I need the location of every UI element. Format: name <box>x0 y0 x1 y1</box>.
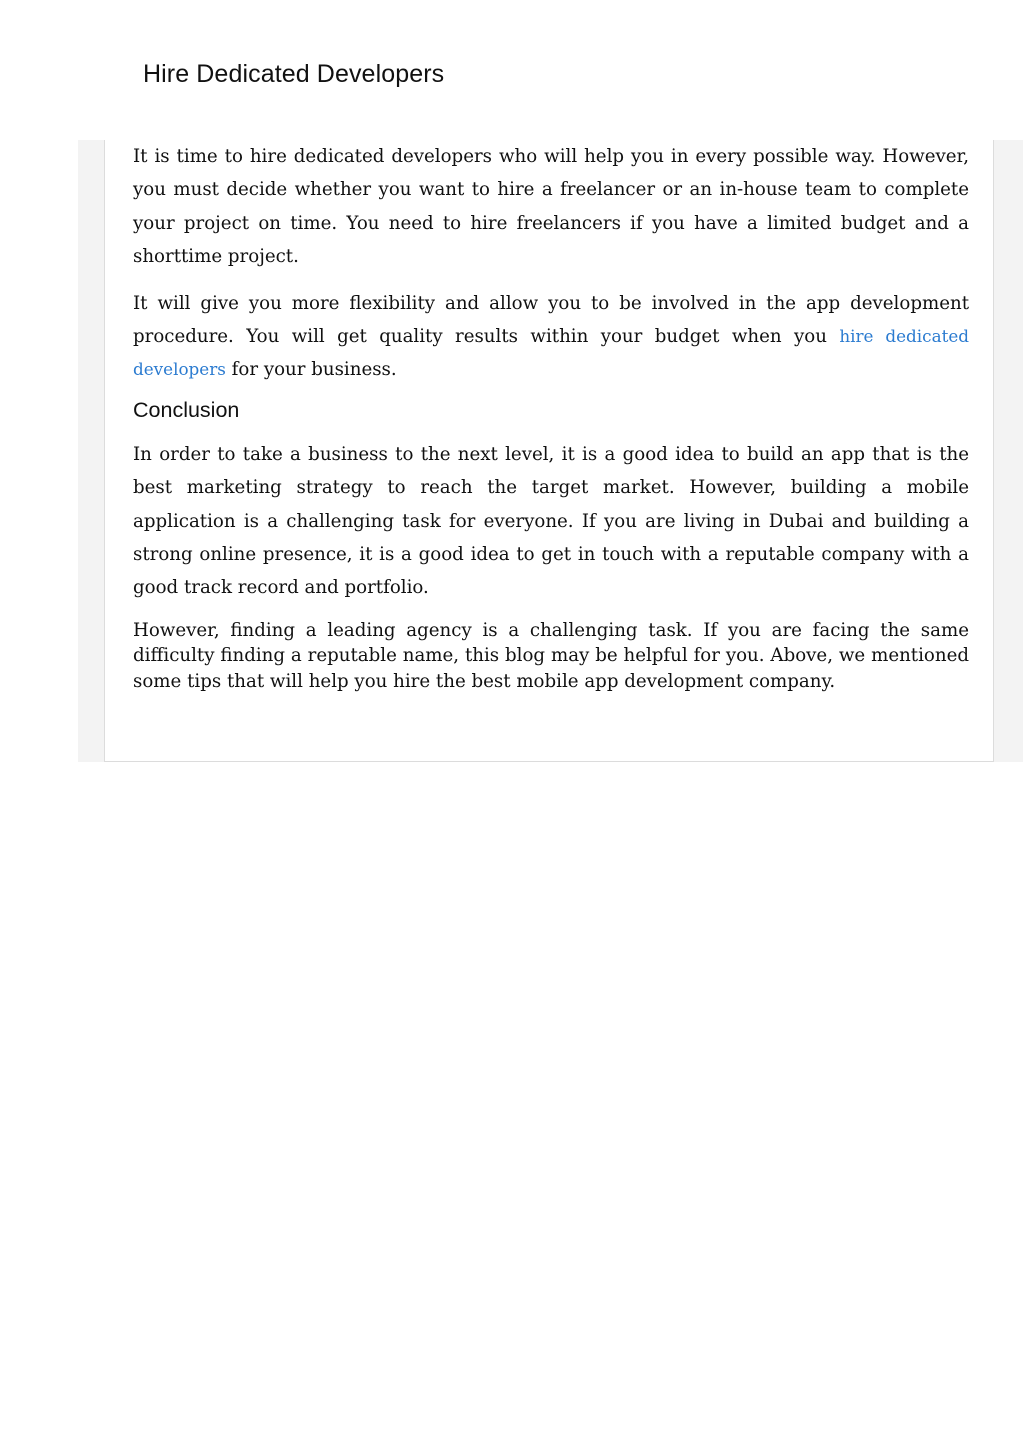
paragraph-hire-intro: It is time to hire dedicated developers who will help you in every possible way. However, you must decide whether you want to hire a freelancer or an in-house team to complete your project on time. You need to hire freelancers if you have a limited budget and a shorttime project. <box>133 146 969 268</box>
paragraph-flexibility-tail: for your business. <box>225 359 397 381</box>
hire-dedicated-developers-link[interactable]: hire dedicated developers <box>133 326 969 380</box>
paragraph-flexibility <box>133 287 969 387</box>
page-title: Hire Dedicated Developers <box>143 60 445 88</box>
paragraph-closing: However, finding a leading agency is a challenging task. If you are facing the same difficulty finding a reputable name, this blog may be helpful for you. Above, we mentioned some tips that will help you hire the best mobile app development company. <box>133 619 969 693</box>
article-content <box>133 140 969 695</box>
conclusion-heading: Conclusion <box>133 397 240 422</box>
article-card <box>104 140 994 762</box>
paragraph-conclusion: In order to take a business to the next level, it is a good idea to build an app that is the best marketing strategy to reach the target market. However, building a mobile application is a challenging task for everyone. If you are living in Dubai and building a strong online presence, it is a good idea to get in touch with a reputable company with a good track record and portfolio. <box>133 443 969 599</box>
paragraph-flexibility-text: It will give you more flexibility and allow you to be involved in the app development procedure. You will get quality results within your budget when you <box>133 292 969 348</box>
